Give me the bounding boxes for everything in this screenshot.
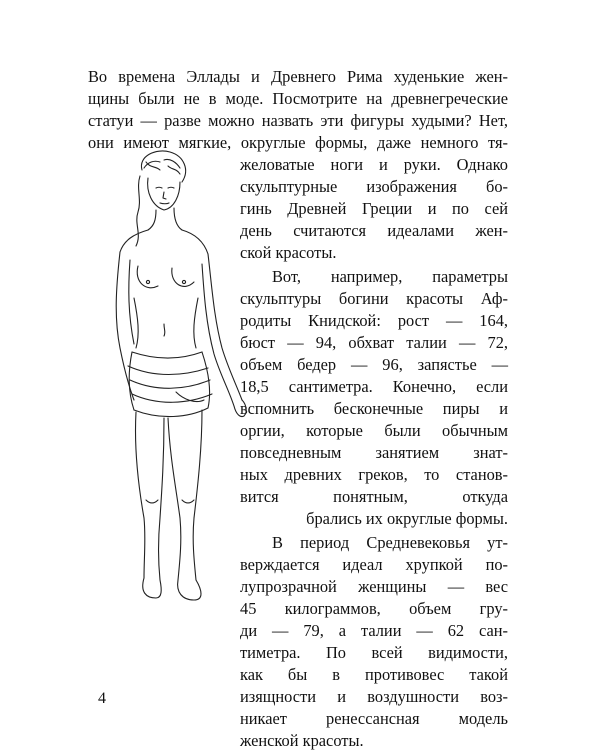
text-line: желоватые ноги и руки. Однако	[240, 155, 508, 174]
text-line: 45 килограммов, объем гру-	[240, 599, 508, 618]
text-line: ных древних греков, то станов-	[240, 465, 508, 484]
text-line: брались их округлые формы.	[306, 509, 508, 528]
text-line: женской красоты.	[240, 731, 364, 750]
text-line: 18,5 сантиметра. Конечно, если	[240, 377, 508, 396]
aphrodite-figure-illustration	[84, 148, 254, 628]
text-line: скульптурные изображения бо-	[240, 177, 508, 196]
text-line: скульптуры богини красоты Аф-	[240, 289, 508, 308]
text-line: повседневным занятием знат-	[240, 443, 508, 462]
text-line: объем бедер — 96, запястье —	[240, 355, 508, 374]
statue-line-drawing	[84, 148, 254, 628]
text-line: гинь Древней Греции и по сей	[240, 199, 508, 218]
text-line: тиметра. По всей видимости,	[240, 643, 508, 662]
text-line: Во времена Эллады и Древнего Рима худенькие жен-	[88, 67, 508, 86]
text-line: вится понятным, откуда	[240, 487, 508, 506]
text-line: В период Средневековья ут-	[272, 533, 508, 552]
text-line: ской красоты.	[240, 243, 337, 262]
text-line: щины были не в моде. Посмотрите на древнегреческие	[88, 89, 508, 108]
text-line: день считаются идеалами жен-	[240, 221, 508, 240]
text-line: лупрозрачной женщины — вес	[240, 577, 508, 596]
page-number: 4	[98, 690, 106, 707]
text-line: статуи — разве можно назвать эти фигуры худыми? Нет,	[88, 111, 508, 130]
text-line: родиты Книдской: рост — 164,	[240, 311, 508, 330]
text-line: как бы в противовес такой	[240, 665, 508, 684]
text-line: бюст — 94, обхват талии — 72,	[240, 333, 508, 352]
text-line: вспомнить бесконечные пиры и	[240, 399, 508, 418]
text-line: изящности и воздушности воз-	[240, 687, 508, 706]
text-line: они имеют мягкие, округлые формы, даже немного тя-	[88, 133, 508, 152]
text-line: никает ренессансная модель	[240, 709, 508, 728]
text-line: ди — 79, а талии — 62 сан-	[240, 621, 508, 640]
text-line: верждается идеал хрупкой по-	[240, 555, 508, 574]
text-line: Вот, например, параметры	[272, 267, 508, 286]
text-line: оргии, которые были обычным	[240, 421, 508, 440]
